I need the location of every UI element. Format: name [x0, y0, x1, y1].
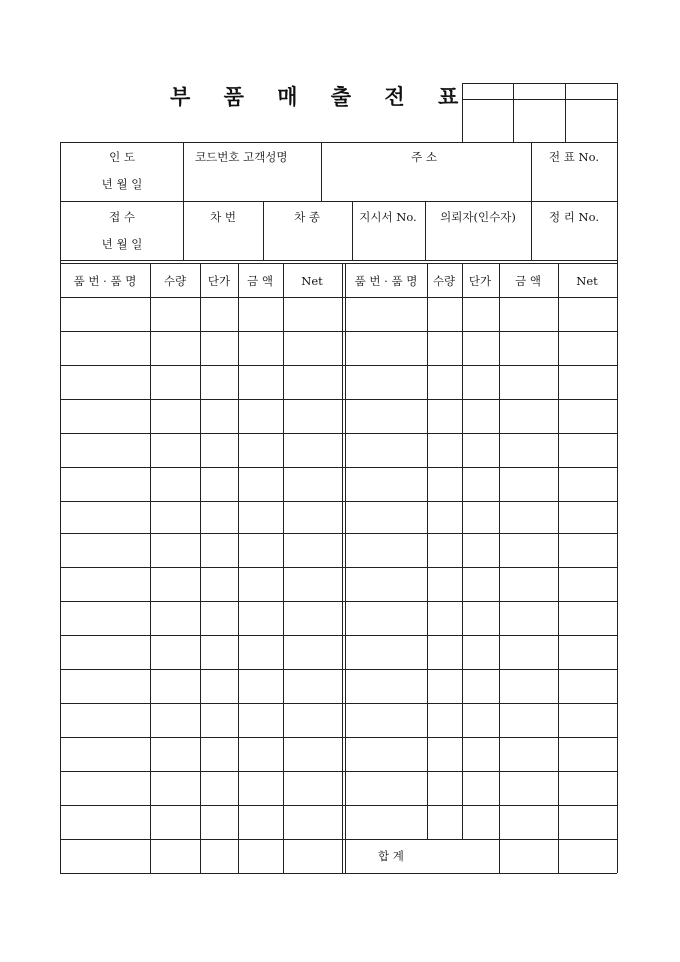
total-label: 합 계 [378, 849, 404, 863]
receipt-date-label: 년 월 일 [101, 237, 143, 251]
delivery-date-label: 년 월 일 [101, 177, 143, 191]
col-header-right-qty: 수량 [432, 274, 456, 288]
slip-no-label: 전 표 No. [549, 150, 599, 164]
col-header-left-net: Net [301, 274, 323, 288]
form-title: 부 품 매 출 전 표 [170, 84, 472, 109]
col-header-left-qty: 수량 [163, 274, 187, 288]
col-header-right-amount: 금 액 [515, 274, 541, 288]
car-number-label: 차 번 [210, 210, 236, 224]
col-header-right-net: Net [576, 274, 598, 288]
code-customer-label: 코드번호 고객성명 [195, 150, 288, 164]
instruction-no-label: 지시서 No. [359, 210, 417, 224]
receipt-label: 접 수 [109, 210, 135, 224]
approval-cell-2[interactable] [514, 100, 565, 142]
delivery-label: 인 도 [109, 150, 135, 164]
approval-cell-3[interactable] [566, 100, 617, 142]
address-label: 주 소 [411, 150, 437, 164]
col-header-right-price: 단가 [468, 274, 492, 288]
requester-label: 의뢰자(인수자) [440, 210, 516, 224]
col-header-left-item: 품 번 · 품 명 [73, 274, 137, 288]
col-header-left-price: 단가 [207, 274, 231, 288]
col-header-right-item: 품 번 · 품 명 [354, 274, 418, 288]
management-no-label: 정 리 No. [549, 210, 599, 224]
approval-cell-1[interactable] [463, 100, 513, 142]
car-type-label: 차 종 [294, 210, 320, 224]
col-header-left-amount: 금 액 [247, 274, 273, 288]
